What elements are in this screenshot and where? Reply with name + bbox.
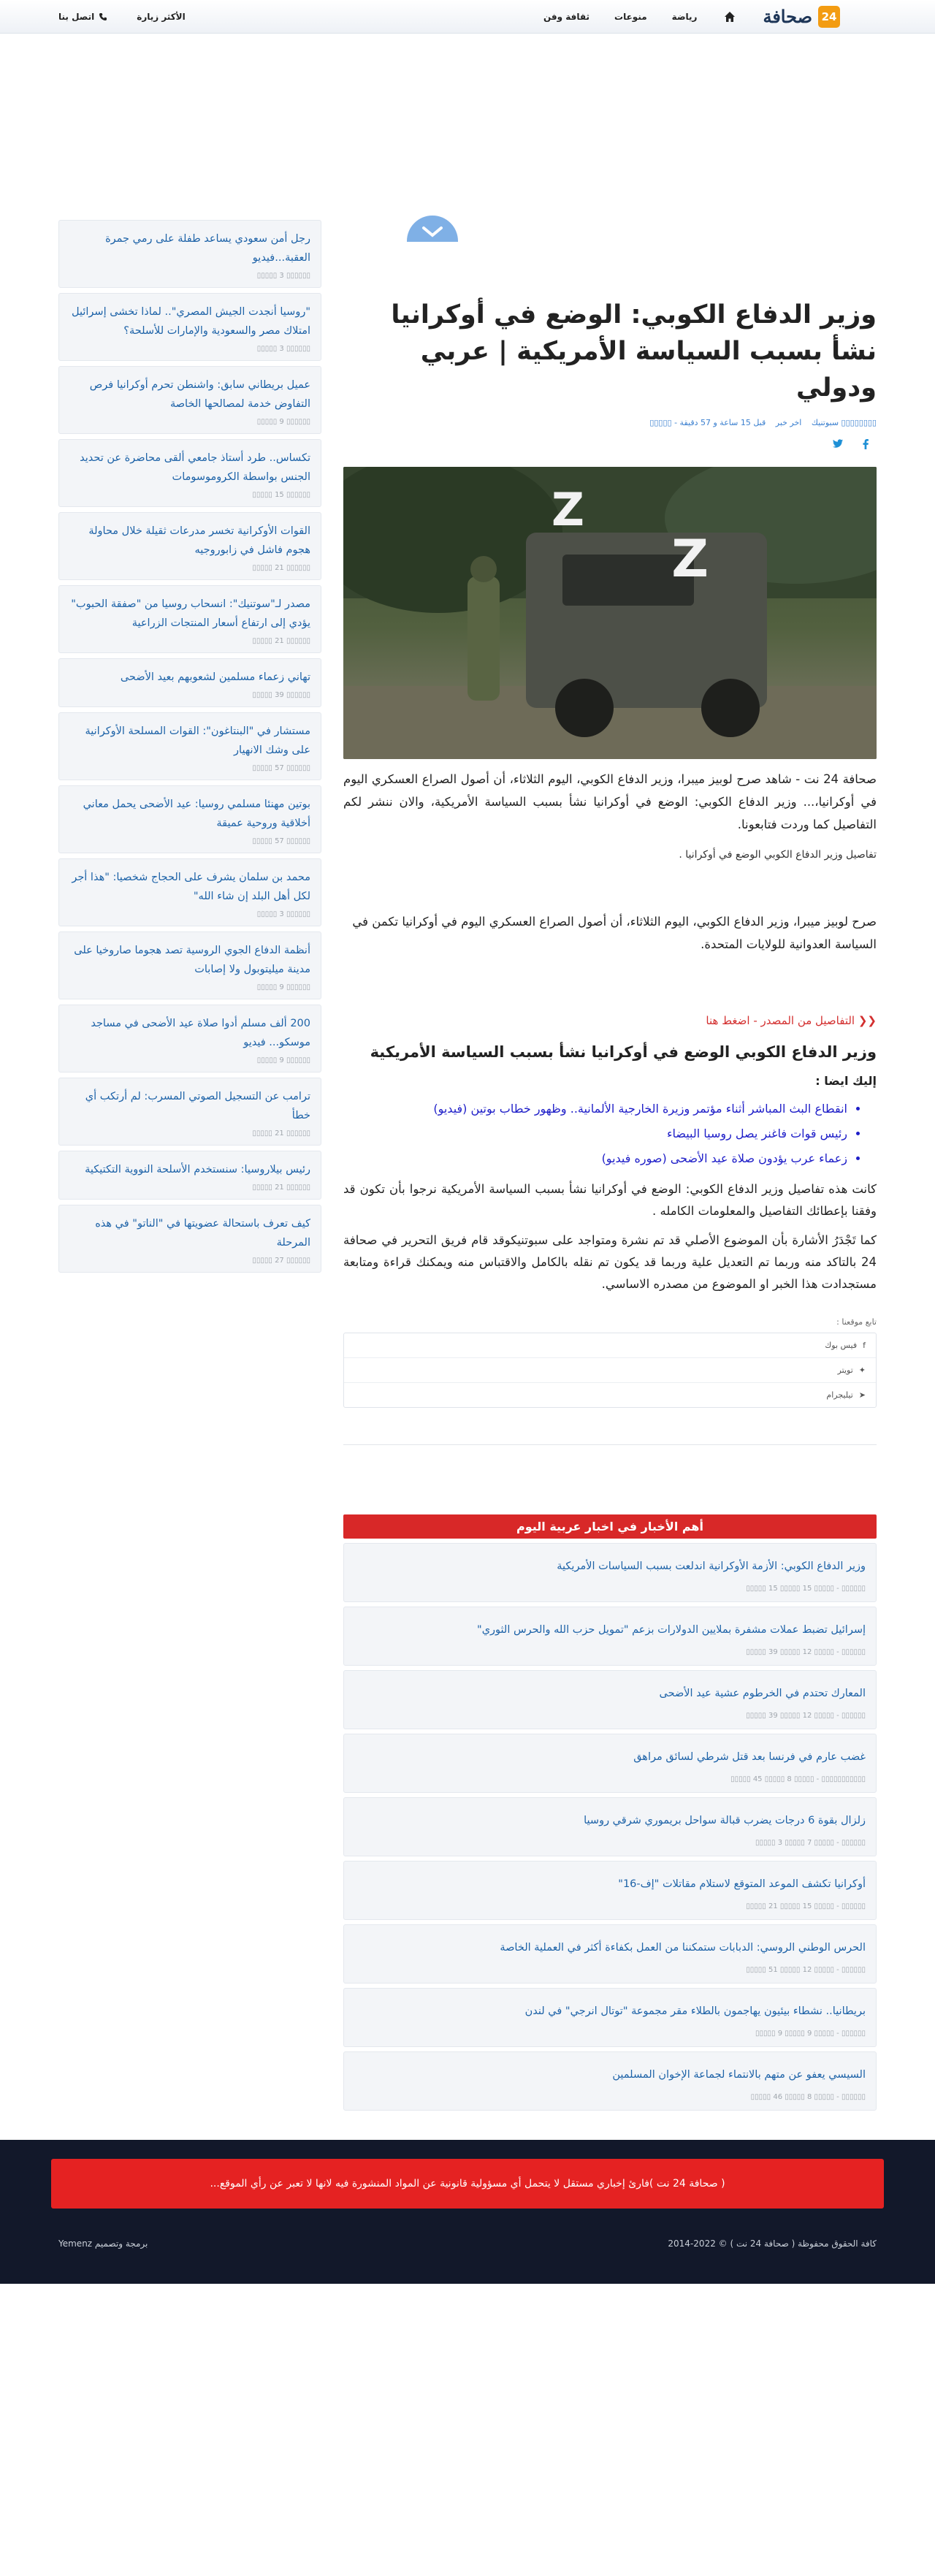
article-details-line: تفاصيل وزير الدفاع الكوبي الوضع في أوكرانيا .	[679, 849, 877, 861]
logo-text: صحافة	[763, 6, 812, 27]
list-item[interactable]	[58, 858, 321, 926]
follow-twitter[interactable]	[344, 1358, 876, 1383]
nav-culture[interactable]: ثقافة وفن	[543, 11, 590, 22]
also-read-label: إليك ايضا :	[815, 1074, 877, 1088]
related-link[interactable]: • زعماء عرب يؤدون صلاة عيد الأضحى (صوره فيديو)	[343, 1146, 847, 1171]
article-meta	[343, 418, 877, 427]
latest-title[interactable]: بريطانيا.. نشطاء بيئيون يهاجمون بالطلاء مقر مجموعة "توتال انرجي" في لندن	[524, 2005, 866, 2017]
twitter-icon: ✦	[858, 1365, 866, 1375]
list-item[interactable]	[58, 712, 321, 780]
contact-label: اتصل بنا	[58, 11, 95, 22]
list-item[interactable]	[343, 1607, 877, 1666]
latest-meta: ▯▯▯▯▯▯ - ▯▯▯▯▯ 12 ▯▯▯▯▯ 39 ▯▯▯▯▯	[746, 1712, 866, 1720]
list-item[interactable]	[343, 1734, 877, 1793]
latest-news-list	[343, 1543, 877, 2111]
latest-title[interactable]: أوكرانيا تكشف الموعد المتوقع لاستلام مقاتلات "إف-16"	[618, 1878, 866, 1890]
sidebar-meta: ▯▯▯▯▯▯ 27 ▯▯▯▯▯	[252, 1257, 310, 1265]
list-item[interactable]	[58, 512, 321, 580]
latest-meta: ▯▯▯▯▯▯ - ▯▯▯▯▯ 12 ▯▯▯▯▯ 51 ▯▯▯▯▯	[746, 1966, 866, 1974]
latest-meta: ▯▯▯▯▯▯ - ▯▯▯▯▯ 8 ▯▯▯▯▯ 46 ▯▯▯▯▯	[750, 2093, 866, 2101]
credit-link[interactable]: برمجة وتصميم Yemenz	[58, 2238, 148, 2249]
sidebar-meta: ▯▯▯▯▯▯ 57 ▯▯▯▯▯	[252, 837, 310, 845]
divider	[343, 1444, 877, 1445]
sidebar	[58, 96, 321, 2111]
sidebar-meta: ▯▯▯▯▯▯ 39 ▯▯▯▯▯	[252, 691, 310, 699]
latest-title[interactable]: المعارك تحتدم في الخرطوم عشية عيد الأضحى	[659, 1688, 866, 1699]
sidebar-title[interactable]: القوات الأوكرانية تخسر مدرعات ثقيلة خلال محاولة هجوم فاشل في زابوروجيه	[88, 525, 310, 556]
sidebar-meta: ▯▯▯▯▯▯ 21 ▯▯▯▯▯	[252, 637, 310, 645]
sidebar-title[interactable]: رئيس بيلاروسيا: سنستخدم الأسلحة النووية التكتيكية	[85, 1164, 310, 1175]
list-item[interactable]	[58, 785, 321, 853]
meta-source[interactable]: ▯▯▯▯▯▯▯▯ سبوتنيك	[811, 418, 877, 427]
follow-telegram[interactable]	[344, 1383, 876, 1407]
sidebar-title[interactable]: عميل بريطاني سابق: واشنطن تحرم أوكرانيا فرص التفاوض خدمة لمصالحها الخاصة	[89, 379, 310, 410]
follow-links	[343, 1333, 877, 1408]
meta-time: قبل 15 ساعة و 57 دقيقة - ▯▯▯▯▯	[649, 418, 766, 427]
sidebar-title[interactable]: تكساس.. طرد أستاذ جامعي ألقى محاضرة عن تحديد الجنس بواسطة الكروموسومات	[80, 452, 310, 483]
list-item[interactable]	[58, 1205, 321, 1273]
list-item[interactable]	[58, 293, 321, 361]
sidebar-title[interactable]: تهاني زعماء مسلمين لشعوبهم بعيد الأضحى	[120, 671, 310, 683]
sidebar-meta: ▯▯▯▯▯▯ 3 ▯▯▯▯▯	[256, 910, 310, 918]
article-subheading: وزير الدفاع الكوبي الوضع في أوكرانيا نشأ بسبب السياسة الأمريكية	[370, 1043, 877, 1061]
site-logo[interactable]	[763, 6, 840, 28]
follow-facebook[interactable]	[344, 1333, 876, 1358]
list-item[interactable]	[343, 1861, 877, 1920]
sidebar-meta: ▯▯▯▯▯▯ 9 ▯▯▯▯▯	[256, 418, 310, 426]
sidebar-title[interactable]: "روسيا أنجدت الجيش المصري".. لماذا تخشى إسرائيل امتلاك مصر والسعودية والإمارات للأسلحة؟	[72, 306, 310, 337]
list-item[interactable]	[58, 1078, 321, 1146]
latest-title[interactable]: السيسي يعفو عن متهم بالانتماء لجماعة الإخوان المسلمين	[612, 2069, 866, 2081]
related-link[interactable]: • رئيس قوات فاغنر يصل روسيا البيضاء	[343, 1121, 847, 1146]
latest-title[interactable]: الحرس الوطني الروسي: الدبابات ستمكننا من العمل بكفاءة أكثر في العملية الخاصة	[500, 1942, 866, 1954]
related-link[interactable]: • انقطاع البث المباشر أثناء مؤتمر وزيرة الخارجية الألمانية.. وظهور خطاب بوتين (فيديو)	[343, 1097, 847, 1121]
article-title: وزير الدفاع الكوبي: الوضع في أوكرانيا نشأ بسبب السياسة الأمريكية | عربي ودولي	[391, 300, 877, 403]
double-chevron-icon: ❮❮	[855, 1014, 877, 1027]
sidebar-meta: ▯▯▯▯▯▯ 9 ▯▯▯▯▯	[256, 1056, 310, 1064]
list-item[interactable]	[58, 658, 321, 707]
latest-meta: ▯▯▯▯▯▯▯▯▯▯▯ - ▯▯▯▯▯ 8 ▯▯▯▯▯ 45 ▯▯▯▯▯	[730, 1775, 866, 1783]
latest-title[interactable]: غضب عارم في فرنسا بعد قتل شرطي لسائق مراهق	[633, 1751, 866, 1763]
svg-text:Z: Z	[552, 483, 584, 536]
nav-sports[interactable]: رياضة	[671, 11, 698, 22]
sidebar-meta: ▯▯▯▯▯▯ 21 ▯▯▯▯▯	[252, 1184, 310, 1192]
nav-misc[interactable]: منوعات	[614, 11, 647, 22]
meta-category[interactable]: اخر خبر	[775, 418, 802, 427]
latest-meta: ▯▯▯▯▯▯ - ▯▯▯▯▯ 12 ▯▯▯▯▯ 39 ▯▯▯▯▯	[746, 1648, 866, 1656]
list-item[interactable]	[343, 1797, 877, 1856]
follow-twitter-label: تويتر	[837, 1365, 853, 1375]
latest-meta: ▯▯▯▯▯▯ - ▯▯▯▯▯ 9 ▯▯▯▯▯ 9 ▯▯▯▯▯	[755, 2030, 866, 2038]
article-column	[343, 96, 877, 2111]
list-item[interactable]	[58, 1005, 321, 1072]
sidebar-title[interactable]: أنظمة الدفاع الجوي الروسية تصد هجوما صاروخيا على مدينة ميليتوبول ولا إصابات	[74, 945, 310, 975]
footer-bottom	[58, 2238, 877, 2249]
sidebar-title[interactable]: ترامب عن التسجيل الصوتي المسرب: لم أرتكب أي خطأ	[85, 1091, 310, 1121]
sidebar-meta: ▯▯▯▯▯▯ 21 ▯▯▯▯▯	[252, 564, 310, 572]
latest-meta: ▯▯▯▯▯▯ - ▯▯▯▯▯ 15 ▯▯▯▯▯ 21 ▯▯▯▯▯	[746, 1902, 866, 1910]
sidebar-meta: ▯▯▯▯▯▯ 57 ▯▯▯▯▯	[252, 764, 310, 772]
source-link-label: التفاصيل من المصدر - اضغط هنا	[706, 1014, 855, 1027]
military-vehicle-photo	[343, 467, 877, 759]
latest-title[interactable]: إسرائيل تضبط عملات مشفرة بملايين الدولارات بزعم "تمويل حزب الله والحرس الثوري"	[477, 1624, 866, 1636]
contact-link[interactable]	[58, 12, 107, 22]
twitter-share-icon[interactable]	[833, 439, 843, 452]
list-item[interactable]	[343, 1988, 877, 2047]
top-navbar	[0, 0, 935, 34]
sidebar-meta: ▯▯▯▯▯▯ 9 ▯▯▯▯▯	[256, 983, 310, 991]
list-item[interactable]	[58, 585, 321, 653]
latest-meta: ▯▯▯▯▯▯ - ▯▯▯▯▯ 7 ▯▯▯▯▯ 3 ▯▯▯▯▯	[755, 1839, 866, 1847]
list-item[interactable]	[58, 439, 321, 507]
chevron-down-icon	[421, 226, 443, 237]
list-item[interactable]	[58, 366, 321, 434]
sidebar-title[interactable]: 200 ألف مسلم أدوا صلاة عيد الأضحى في مساجد موسكو... فيديو	[91, 1018, 310, 1048]
sidebar-title[interactable]: رجل أمن سعودي يساعد طفلة على رمي جمرة العقبة...فيديو	[105, 233, 310, 264]
facebook-share-icon[interactable]	[862, 439, 869, 452]
ad-space	[0, 34, 935, 220]
sidebar-title[interactable]: كيف تعرف باستحالة عضويتها في "الناتو" في هذه المرحلة	[95, 1218, 310, 1249]
list-item[interactable]	[343, 2051, 877, 2111]
article-hero-image	[343, 467, 877, 759]
sidebar-meta: ▯▯▯▯▯▯ 21 ▯▯▯▯▯	[252, 1129, 310, 1138]
sidebar-title[interactable]: مصدر لـ"سوتنيك": انسحاب روسيا من "صفقة الحبوب" يؤدي إلى ارتفاع أسعار المنتجات الزراعية	[71, 598, 310, 629]
list-item[interactable]	[58, 220, 321, 288]
follow-label: تابع موقعنا :	[836, 1317, 877, 1327]
logo-badge: 24	[818, 6, 840, 28]
facebook-icon: f	[863, 1341, 866, 1350]
latest-news-heading: أهم الأخبار في اخبار عربية اليوم	[343, 1514, 877, 1539]
telegram-icon: ➤	[858, 1390, 866, 1400]
share-buttons	[343, 439, 869, 452]
list-item[interactable]	[343, 1543, 877, 1602]
main-nav	[543, 6, 840, 28]
sidebar-meta: ▯▯▯▯▯▯ 3 ▯▯▯▯▯	[256, 272, 310, 280]
latest-title[interactable]: وزير الدفاع الكوبي: الأزمة الأوكرانية اندلعت بسبب السياسات الأمريكية	[557, 1561, 866, 1572]
phone-icon	[99, 12, 107, 21]
sidebar-meta: ▯▯▯▯▯▯ 15 ▯▯▯▯▯	[252, 491, 310, 499]
follow-telegram-label: تيليجرام	[826, 1390, 853, 1400]
sidebar-title[interactable]: محمد بن سلمان يشرف على الحجاج شخصيا: "هذا أجر لكل أهل البلد إن شاء الله"	[72, 872, 310, 902]
source-link[interactable]	[343, 1014, 877, 1027]
article-paragraph: صرح لوبيز ميبرا، وزير الدفاع الكوبي، اليوم الثلاثاء، أن أصول الصراع العسكري اليوم في أوكرانيا تكمن في السياسة العدوانية للولايات المتحدة.	[352, 915, 877, 951]
related-list	[343, 1097, 847, 1171]
sidebar-title[interactable]: مستشار في "البنتاغون": القوات المسلحة الأوكرانية على وشك الانهيار	[85, 725, 310, 756]
list-item[interactable]	[58, 1151, 321, 1200]
list-item[interactable]	[343, 1924, 877, 1984]
svg-text:Z: Z	[671, 529, 709, 589]
home-icon[interactable]	[722, 9, 738, 25]
follow-facebook-label: فيس بوك	[825, 1341, 858, 1350]
site-footer	[0, 2140, 935, 2284]
article-lead: صحافة 24 نت - شاهد صرح لوبيز ميبرا، وزير الدفاع الكوبي، اليوم الثلاثاء، أن أصول الصراع العسكري اليوم في أوكرانيا،... وزير الدفاع الكوبي: الوضع في أوكرانيا نشأ بسبب السياسة الأمريكية، والان ننشر لكم التفاصيل كما وردت فتابعونا.	[343, 772, 877, 831]
latest-meta: ▯▯▯▯▯▯ - ▯▯▯▯▯ 15 ▯▯▯▯▯ 15 ▯▯▯▯▯	[746, 1585, 866, 1593]
latest-title[interactable]: زلزال بقوة 6 درجات يضرب قبالة سواحل بريموري شرقي روسيا	[584, 1815, 866, 1826]
most-visited-label: الأكثر زيارة	[137, 11, 186, 22]
utility-nav	[58, 12, 186, 22]
sidebar-meta: ▯▯▯▯▯▯ 3 ▯▯▯▯▯	[256, 345, 310, 353]
sidebar-title[interactable]: بوتين مهنئا مسلمي روسيا: عيد الأضحى يحمل معاني أخلاقية وروحية عميقة	[83, 799, 310, 829]
list-item[interactable]	[58, 931, 321, 999]
most-visited-link[interactable]	[137, 12, 185, 22]
list-item[interactable]	[343, 1670, 877, 1729]
disclaimer-banner: ( صحافة 24 نت )فارئ إخباري مستقل لا يتحمل أي مسؤولية قانونية عن المواد المنشورة فيه لانها لا تعبر عن رأي الموقع...	[51, 2159, 884, 2209]
copyright-text: كافة الحقوق محفوظة ( صحافة 24 نت ) © 2022-2014	[668, 2238, 877, 2249]
closing-paragraph: كانت هذه تفاصيل وزير الدفاع الكوبي: الوضع في أوكرانيا نشأ بسبب السياسة الأمريكية نرجوا بأن تكون قد وفقنا بإعطائك التفاصيل والمعلومات الكامله .	[343, 1182, 877, 1218]
note-paragraph: كما تَجْدَرُ الأشارة بأن الموضوع الأصلي قد تم نشرة ومتواجد على سبوتنيكوقد قام فريق التحرير في صحافة 24 بالتاكد منه وربما تم التعديل علية وربما قد يكون تم نقله بالكامل والاقتباس منه ويمكنك قراءة ومتابعة مستجدادت هذا الخبر او الموضوع من مصدره الاساسي.	[343, 1233, 877, 1291]
